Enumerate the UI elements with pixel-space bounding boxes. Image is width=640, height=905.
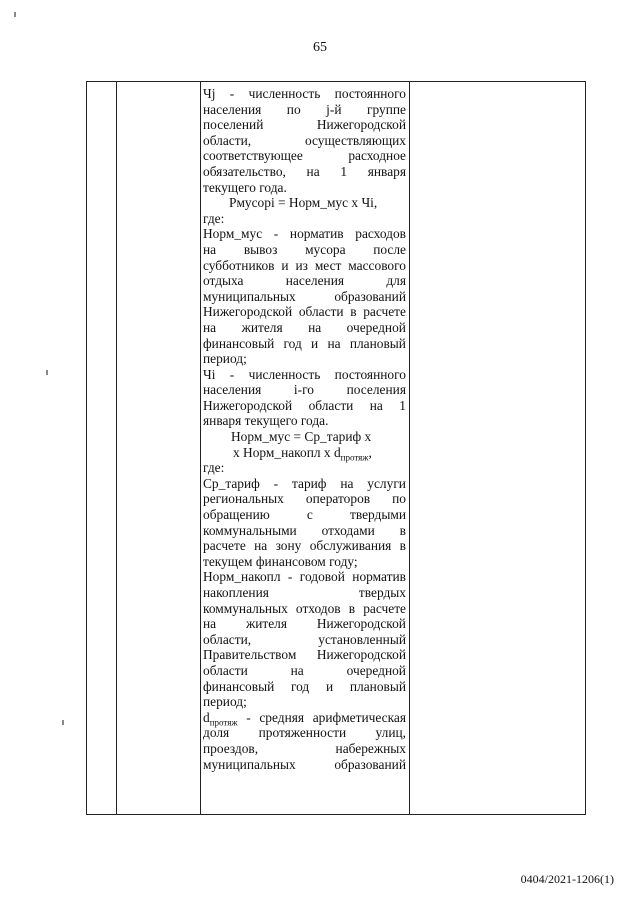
word: на: [306, 163, 320, 179]
word: муниципальных: [203, 288, 296, 304]
word: отходами: [321, 522, 375, 538]
word: области,: [203, 132, 252, 148]
word: расходов: [355, 226, 406, 242]
text-line: где:: [203, 460, 225, 476]
word: после: [373, 241, 406, 257]
word: улиц,: [375, 725, 406, 741]
column-divider: [116, 82, 117, 814]
word: постоянного: [334, 86, 406, 101]
word: -: [273, 475, 279, 491]
word: Нижегородской: [316, 616, 406, 632]
column-divider: [409, 82, 410, 814]
word: коммунальных: [203, 600, 288, 616]
word: осуществляющих: [304, 132, 406, 148]
word: плановый: [349, 335, 406, 351]
text-line: [203, 398, 406, 414]
word: Ср_тариф: [203, 475, 260, 491]
word: населения: [203, 101, 262, 117]
word: финансовый: [203, 678, 275, 694]
word: области,: [203, 631, 252, 647]
word: отдыха: [203, 273, 244, 289]
word: обслуживания: [309, 538, 392, 554]
word: очередной: [346, 662, 406, 678]
word: образований: [334, 288, 406, 304]
text-line: [203, 304, 406, 320]
word: доля: [203, 725, 230, 741]
word: по: [392, 491, 406, 507]
text-line: [203, 289, 406, 305]
text-line: [203, 164, 406, 180]
word: на: [203, 241, 217, 257]
word: финансовый: [203, 335, 275, 351]
word: на: [254, 538, 268, 554]
word: обращению: [203, 507, 270, 523]
text-line: [203, 523, 406, 539]
column-divider: [200, 82, 201, 814]
text-line: [203, 632, 406, 648]
word: Нижегородской: [203, 304, 293, 320]
word: на: [327, 335, 341, 351]
word: -: [229, 366, 235, 382]
word: в: [348, 600, 356, 616]
word: расчете: [203, 538, 246, 554]
word: массового: [348, 257, 406, 273]
text-line: текущего года.: [203, 179, 287, 195]
text-line: где:: [203, 210, 225, 226]
text-line: [203, 725, 406, 741]
word: расходное: [348, 148, 406, 164]
text-line: [203, 569, 406, 585]
word: Нижегородской: [203, 397, 293, 413]
word: муниципальных: [203, 756, 296, 772]
word: расчете: [363, 600, 406, 616]
word: обязательство,: [203, 163, 286, 179]
word: поселений: [203, 117, 264, 133]
word: группе: [367, 101, 406, 117]
word: Чj: [203, 86, 216, 101]
text-line: [203, 258, 406, 274]
text-line: [203, 242, 406, 258]
word: области: [203, 662, 248, 678]
text-line: [203, 336, 406, 352]
text-line: [203, 491, 406, 507]
text-line: [203, 273, 406, 289]
word: Чi: [203, 366, 216, 382]
word: зону: [275, 538, 302, 554]
word: Нижегородской: [316, 647, 406, 663]
text-line: [203, 148, 406, 164]
word: -: [287, 569, 293, 585]
text-line: [203, 647, 406, 663]
word: -: [246, 709, 251, 725]
word: соответствующее: [203, 148, 303, 164]
word: норматив: [352, 569, 406, 585]
word: в: [350, 304, 357, 320]
word: арифметическая: [312, 709, 406, 725]
word: постоянного: [334, 366, 406, 382]
text-line: [203, 538, 406, 554]
word: год: [283, 335, 302, 351]
word: тариф: [291, 475, 327, 491]
text-line: х Норм_накопл х $d_{протяж}$,: [233, 444, 372, 463]
word: численность: [248, 86, 321, 101]
word: января: [367, 163, 406, 179]
word: численность: [248, 366, 321, 382]
text-line: [203, 382, 406, 398]
word: жителя: [245, 616, 287, 632]
word: 1: [340, 163, 348, 179]
word: отходов: [295, 600, 341, 616]
text-line: Рмусорi = Норм_мус х Чi,: [229, 195, 378, 211]
word: населения: [285, 273, 345, 289]
text-line: января текущего года.: [203, 413, 329, 429]
word: годовой: [299, 569, 345, 585]
scan-speck: [14, 12, 16, 17]
scan-speck: [62, 720, 64, 725]
word: Правительством: [203, 647, 297, 663]
word: год: [290, 678, 310, 694]
word: j-й: [326, 101, 342, 117]
word: в: [399, 522, 406, 538]
text-line: [203, 367, 406, 383]
word: -: [273, 226, 279, 242]
word: коммунальными: [203, 522, 297, 538]
word: для: [386, 273, 406, 289]
word: региональных: [203, 491, 284, 507]
text-line: [203, 616, 406, 632]
text-line: [203, 507, 406, 523]
word: на: [203, 319, 217, 335]
word: i-го: [293, 382, 314, 398]
word: по: [286, 101, 301, 117]
word: плановый: [349, 678, 406, 694]
word: -: [229, 86, 235, 101]
word: Нижегородской: [316, 117, 406, 133]
word: области: [308, 397, 354, 413]
formula-description-cell: [203, 86, 406, 772]
word: поселения: [346, 382, 406, 398]
word: населения: [203, 382, 262, 398]
word: на: [369, 397, 383, 413]
word: Норм_мус: [203, 226, 263, 242]
text-line: [203, 86, 406, 102]
word: средняя: [259, 709, 305, 725]
word: операторов: [305, 491, 371, 507]
word: в: [399, 538, 406, 554]
word: услуги: [367, 475, 406, 491]
word: твердых: [358, 585, 406, 600]
word: 1: [399, 397, 406, 413]
text-line: [203, 102, 406, 118]
word: мусора: [305, 241, 346, 257]
text-line: [203, 757, 406, 773]
word: области: [298, 304, 344, 320]
text-line: [203, 679, 406, 695]
word: набережных: [335, 740, 406, 756]
text-line: период;: [203, 694, 247, 710]
document-table: [86, 81, 586, 815]
text-line: [203, 226, 406, 242]
text-line: [203, 117, 406, 133]
text-line: [203, 476, 406, 492]
word: и: [325, 678, 334, 694]
word: из: [295, 257, 308, 273]
word: образований: [334, 756, 406, 772]
word: субботников: [203, 257, 275, 273]
word: вывоз: [243, 241, 278, 257]
document-code: 0404/2021-1206(1): [520, 872, 614, 886]
word: протяженности: [258, 725, 347, 741]
word: на: [290, 662, 304, 678]
text-line: [203, 741, 406, 757]
word: норматив: [289, 226, 344, 242]
text-line: [203, 710, 406, 726]
word: расчете: [363, 304, 406, 320]
word: и: [281, 257, 289, 273]
text-line: [203, 133, 406, 149]
text-line: текущем финансовом году;: [203, 553, 358, 569]
word: проездов,: [203, 740, 259, 756]
word: мест: [314, 257, 342, 273]
word: на: [203, 616, 217, 632]
text-line: [203, 320, 406, 336]
word: $d_{протяж}$: [203, 709, 238, 728]
text-line: период;: [203, 351, 247, 367]
text-line: [203, 601, 406, 617]
word: Норм_накопл: [203, 569, 281, 585]
word: и: [311, 335, 319, 351]
word: на: [340, 475, 354, 491]
word: очередной: [346, 319, 406, 335]
word: установленный: [318, 631, 406, 647]
scan-speck: [46, 370, 48, 375]
word: с: [306, 507, 313, 523]
text-line: [203, 663, 406, 679]
text-line: Норм_мус = Ср_тариф х: [231, 429, 372, 445]
text-line: [203, 585, 406, 601]
word: жителя: [241, 319, 283, 335]
word: накопления: [203, 585, 269, 600]
word: твердыми: [349, 507, 406, 523]
word: на: [308, 319, 322, 335]
page-number: 65: [313, 40, 327, 55]
